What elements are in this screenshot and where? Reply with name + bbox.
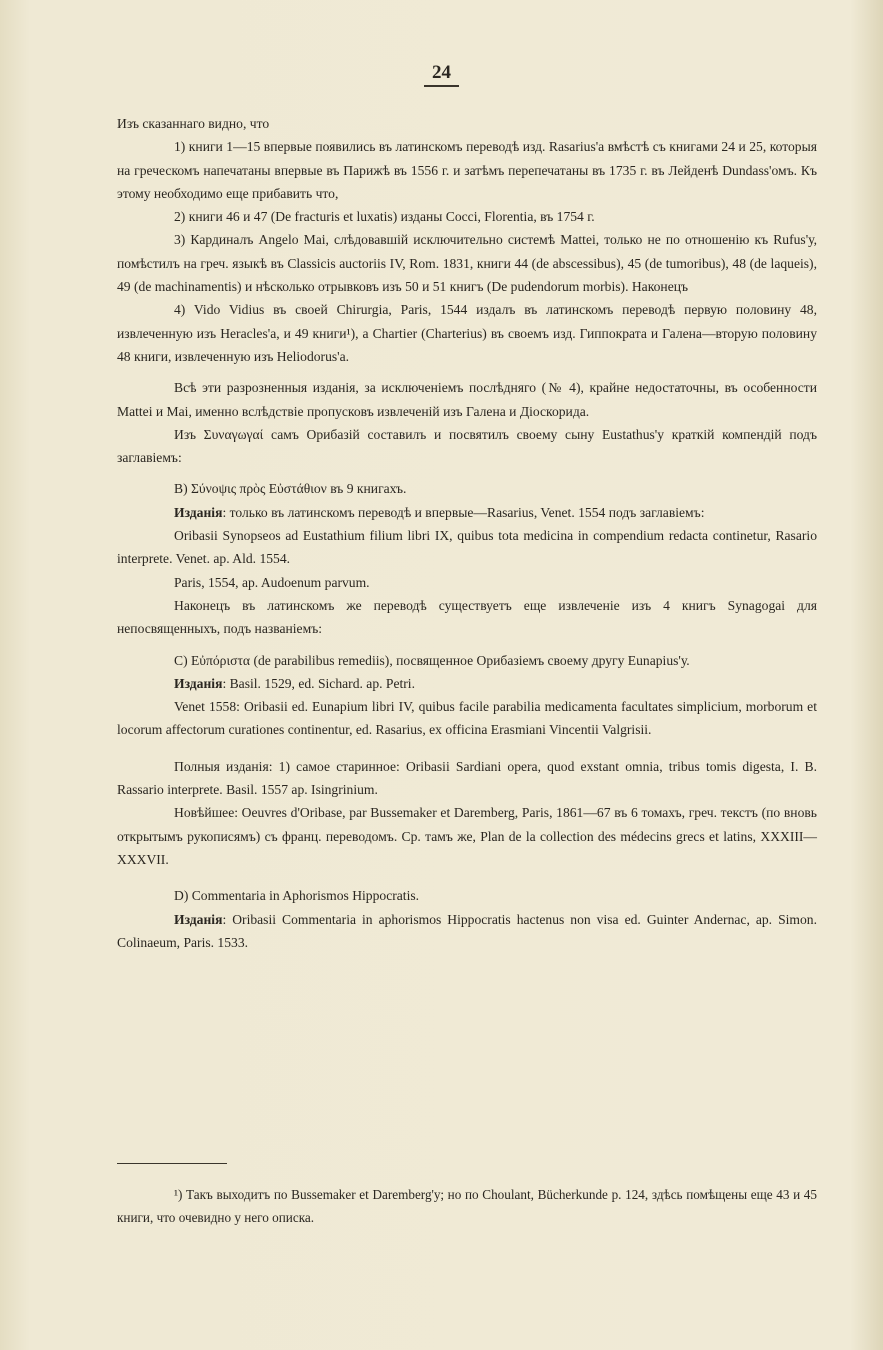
- paragraph: [117, 755, 817, 802]
- paragraph-text: Venet 1558: Oribasii ed. Eunapium libri IV, quibus facile parabilia medicamenta facultates simplicium, morborum et locorum affectorum curationes continentur, ed. Rasarius, ex officina Erasmiani Vincentii Valgrisii.: [117, 699, 817, 738]
- page-number-text: 24: [424, 62, 459, 87]
- paragraph-text: : Oribasii Commentaria in aphorismos Hippocratis hactenus non visa ed. Guinter Andernac, ap. Simon. Colinaeum, Paris. 1533.: [117, 911, 817, 950]
- body-text: [117, 112, 817, 954]
- paragraph: [117, 423, 817, 470]
- paragraph: [117, 477, 817, 500]
- paragraph: [117, 695, 817, 742]
- editions-label: Изданія: [174, 675, 223, 691]
- paragraph: [117, 112, 817, 135]
- footnote: [117, 1183, 817, 1229]
- paragraph-text: Новѣйшее: Oeuvres d'Oribase, par Bussemaker et Daremberg, Paris, 1861—67 въ 6 томахъ, греч. текстъ (по вновь открытымъ рукописямъ) съ франц. переводомъ. Ср. тамъ же, Plan de la collection des médecins grecs et latins, XXXIII—XXXVII.: [117, 805, 817, 867]
- paragraph: [117, 884, 817, 907]
- paragraph-text: D) Commentaria in Aphorismos Hippocratis.: [174, 888, 420, 904]
- paragraph: [117, 376, 817, 423]
- paragraph-text: B) Σύνοψις πρὸς Εὐστάθιον въ 9 книгахъ.: [174, 481, 407, 497]
- editions-label: Изданія: [174, 911, 223, 927]
- paragraph-text: Изъ сказаннаго видно, что: [117, 116, 270, 131]
- paragraph: [117, 672, 817, 695]
- paragraph-text: 2) книги 46 и 47 (De fracturis et luxatis) изданы Cocci, Florentia, въ 1754 г.: [174, 209, 595, 225]
- paragraph-text: : только въ латинскомъ переводѣ и впервые—Rasarius, Venet. 1554 подъ заглавіемъ:: [222, 504, 705, 520]
- page-number: [0, 62, 883, 84]
- footnote-rule: [117, 1163, 227, 1164]
- paragraph-text: Paris, 1554, ap. Audoenum parvum.: [174, 574, 370, 590]
- paragraph: [117, 649, 817, 672]
- paragraph-text: Изъ Συναγωγαί самъ Орибазій составилъ и посвятилъ своему сыну Eustathus'у краткій компендій подъ заглавіемъ:: [117, 426, 817, 466]
- paragraph-text: Oribasii Synopseos ad Eustathium filium libri IX, quibus tota medicina in compendium redacta continetur, Rasario interprete. Venet. ap. Ald. 1554.: [117, 528, 817, 567]
- paragraph-text: Наконецъ въ латинскомъ же переводѣ существуетъ еще извлеченіе изъ 4 книгъ Synagogai для непосвященныхъ, подъ названіемъ:: [117, 597, 817, 637]
- paragraph-text: 1) книги 1—15 впервые появились въ латинскомъ переводѣ изд. Rasarius'а вмѣстѣ съ книгами 24 и 25, которыя на греческомъ напечатаны впервые въ Парижѣ въ 1556 г. и затѣмъ перепечатаны въ 1735 г. въ Лейденѣ Dundass'омъ. Къ этому необходимо еще прибавить что,: [117, 139, 817, 201]
- paragraph: [117, 298, 817, 368]
- paragraph-text: Полныя изданія: 1) самое старинное: Oribasii Sardiani opera, quod exstant omnia, tribus tomis digesta, I. B. Rassario interprete. Basil. 1557 ap. Isingrinium.: [117, 758, 817, 798]
- paragraph: [117, 135, 817, 205]
- paragraph: [117, 524, 817, 571]
- paragraph: [117, 205, 817, 228]
- paragraph-text: 4) Vido Vidius въ своей Chirurgia, Paris, 1544 издалъ въ латинскомъ переводѣ первую половину 48, извлеченную изъ Heracles'а, и 49 книги¹), а Chartier (Charterius) въ своемъ изд. Гиппократа и Галена—вторую половину 48 книги, извлеченную изъ Heliodorus'а.: [117, 302, 817, 364]
- paragraph: [117, 908, 817, 955]
- paragraph: [117, 571, 817, 594]
- paragraph-text: Всѣ эти разрозненныя изданія, за исключеніемъ послѣдняго (№ 4), крайне недостаточны, въ особенности Mattei и Mai, именно вслѣдствіе пропусковъ извлеченій изъ Галена и Діоскорида.: [117, 380, 817, 419]
- paragraph-text: C) Εὐπόριστα (de parabilibus remediis), посвященное Орибазіемъ своему другу Eunapius'у.: [174, 652, 690, 668]
- paragraph: [117, 801, 817, 871]
- footnote-text: ¹) Такъ выходитъ по Bussemaker et Daremberg'у; но по Choulant, Bücherkunde p. 124, здѣсь помѣщены еще 43 и 45 книги, что очевидно у него описка.: [117, 1187, 817, 1225]
- paragraph: [117, 501, 817, 524]
- paragraph: [117, 594, 817, 641]
- paragraph-text: : Basil. 1529, ed. Sichard. ap. Petri.: [222, 675, 415, 691]
- paragraph-text: 3) Кардиналъ Angelo Mai, слѣдовавшій исключительно системѣ Mattei, только не по отношенію къ Rufus'у, помѣстилъ на греч. языкѣ въ Classicis auctoriis IV, Rom. 1831, книги 44 (de abscessibus), 45 (de tumoribus), 48 (de laqueis), 49 (de machinamentis) и нѣсколько отрывковъ изъ 50 и 51 книгъ (De pudendorum morbis). Наконецъ: [117, 232, 817, 295]
- editions-label: Изданія: [174, 504, 223, 520]
- paragraph: [117, 228, 817, 298]
